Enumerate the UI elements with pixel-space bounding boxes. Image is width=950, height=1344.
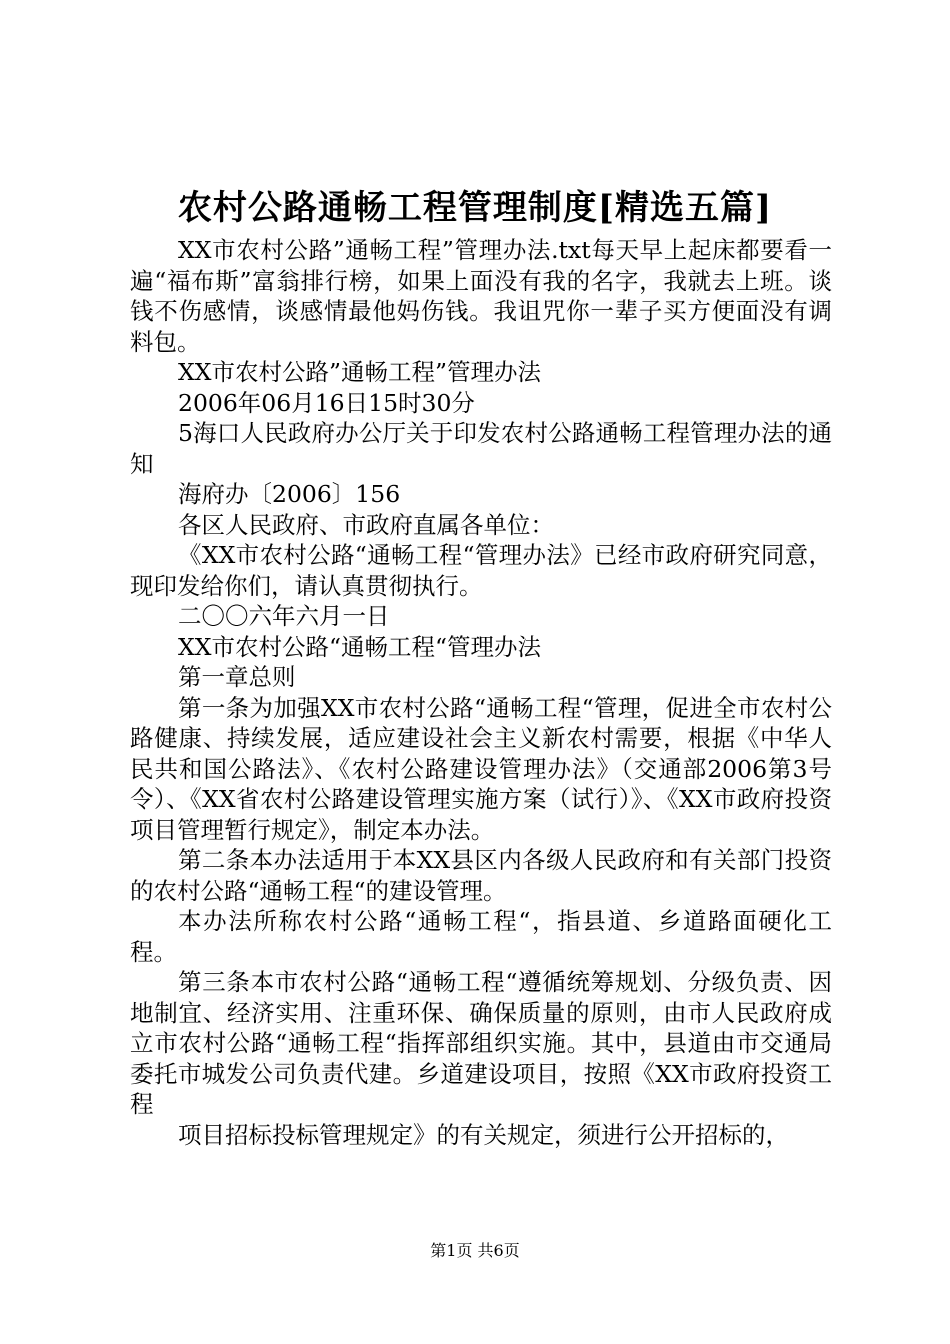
paragraph-13: 本办法所称农村公路“通畅工程“，指县道、乡道路面硬化工程。 xyxy=(130,907,832,966)
paragraph-1: XX市农村公路”通畅工程”管理办法.txt每天早上起床都要看一遍“福布斯”富翁排行榜，如果上面没有我的名字，我就去上班。谈钱不伤感情，谈感情最他妈伤钱。我诅咒你一辈子买方便面没有调料包。 xyxy=(130,236,832,356)
paragraph-9: XX市农村公路“通畅工程“管理办法 xyxy=(178,632,541,661)
paragraph-2: XX市农村公路”通畅工程”管理办法 xyxy=(178,358,541,386)
paragraph-3: 2006年06月16日15时30分 xyxy=(178,388,475,417)
paragraph-10: 第一章总则 xyxy=(178,663,296,691)
paragraph-4: 5海口人民政府办公厅关于印发农村公路通畅工程管理办法的通知 xyxy=(130,419,832,478)
paragraph-7: 《XX市农村公路“通畅工程“管理办法》已经市政府研究同意，现印发给你们，请认真贯彻执行。 xyxy=(130,541,832,600)
paragraph-11: 第一条为加强XX市农村公路“通畅工程“管理，促进全市农村公路健康、持续发展，适应建设社会主义新农村需要，根据《中华人民共和国公路法》、《农村公路建设管理办法》（交通部2006第3号令）、《XX省农村公路建设管理实施方案（试行）》、《XX市政府投资项目管理暂行规定》，制定本办法。 xyxy=(130,693,832,844)
paragraph-8: 二〇〇六年六月一日 xyxy=(178,602,390,630)
paragraph-12: 第二条本办法适用于本XX县区内各级人民政府和有关部门投资的农村公路“通畅工程“的建设管理。 xyxy=(130,846,832,905)
paragraph-6: 各区人民政府、市政府直属各单位： xyxy=(178,510,554,539)
document-title: 农村公路通畅工程管理制度[精选五篇] xyxy=(177,188,773,228)
paragraph-5: 海府办〔2006〕156 xyxy=(178,480,401,508)
page-footer: 第1页 共6页 xyxy=(430,1241,520,1260)
paragraph-14: 第三条本市农村公路“通畅工程“遵循统筹规划、分级负责、因地制宜、经济实用、注重环保、确保质量的原则，由市人民政府成立市农村公路“通畅工程“指挥部组织实施。其中，县道由市交通局委托市城发公司负责代建。乡道建设项目，按照《XX市政府投资工程 xyxy=(130,968,832,1118)
document-body xyxy=(130,235,832,1150)
paragraph-15: 项目招标投标管理规定》的有关规定，须进行公开招标的， xyxy=(178,1120,789,1149)
